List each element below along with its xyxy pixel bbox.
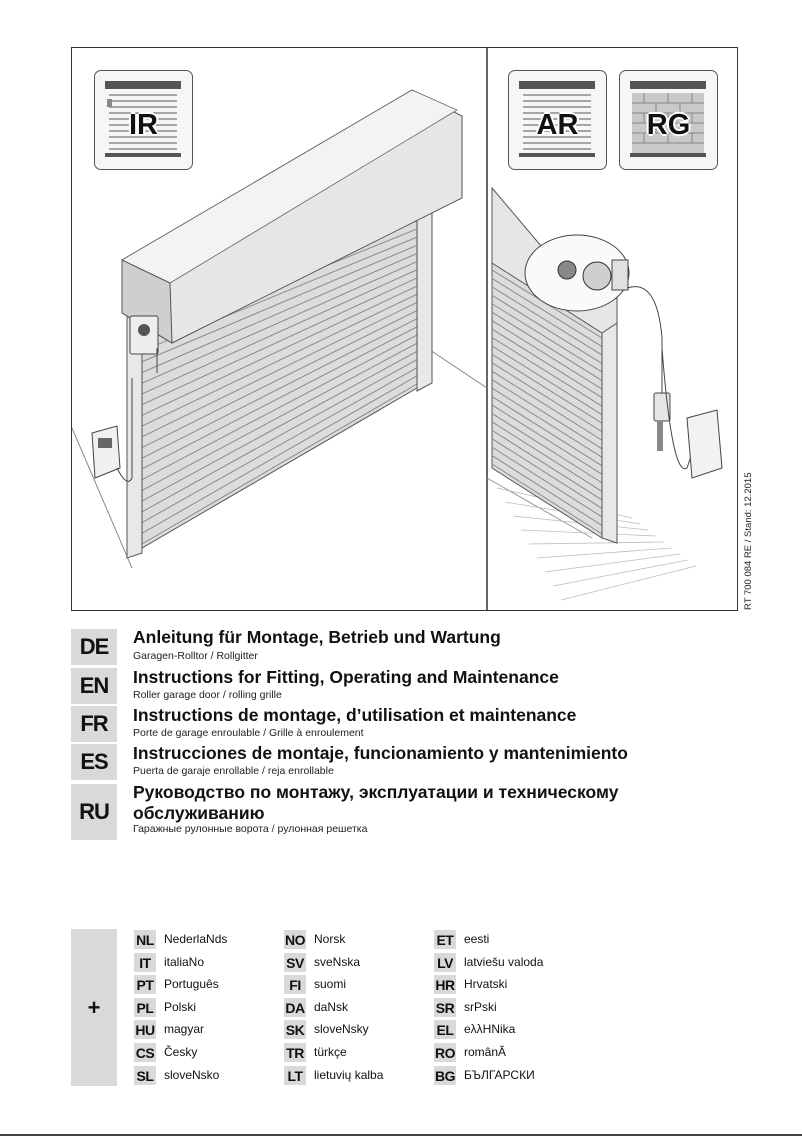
lang-code-pl: PL xyxy=(134,998,156,1017)
lang-name-nl: NederlaNds xyxy=(164,932,228,946)
lang-name-pt: Português xyxy=(164,977,219,991)
lang-name-lt: lietuvių kalba xyxy=(314,1068,384,1082)
lang-code-sv: SV xyxy=(284,953,306,972)
lang-code-sl: SL xyxy=(134,1066,156,1085)
title-es: Instrucciones de montaje, funcionamiento y mantenimiento xyxy=(133,743,628,763)
paving-line xyxy=(521,530,656,536)
lang-name-et: eesti xyxy=(464,932,490,946)
lang-code-sr: SR xyxy=(435,999,455,1016)
lang-code-lv: LV xyxy=(434,953,456,972)
lang-name-sr: srPski xyxy=(464,1000,497,1014)
illustration-frame xyxy=(71,47,738,611)
lang-name-pl: Polski xyxy=(164,1000,197,1014)
document-reference xyxy=(742,460,758,610)
lang-code-ru: RU xyxy=(71,784,117,840)
lang-code-fi: FI xyxy=(284,975,306,994)
badge-label: RG xyxy=(646,109,691,141)
title-ru-line1: Руководство по монтажу, эксплуатации и техническому xyxy=(133,782,619,802)
subtitle-ru: Гаражные рулонные ворота / рулонная решетка xyxy=(133,823,368,835)
badge-rg xyxy=(619,70,718,170)
paving-line xyxy=(537,548,672,558)
badge-ir xyxy=(94,70,193,170)
title-de: Anleitung für Montage, Betrieb und Wartung xyxy=(133,627,501,647)
badge-label: IR xyxy=(129,109,158,141)
lang-name-sv: sveNska xyxy=(314,955,361,969)
lang-name-hr: Hrvatski xyxy=(464,977,508,991)
lang-name-bg: БЪЛГАРСКИ xyxy=(464,1068,535,1082)
paving-line xyxy=(529,542,664,544)
document-reference-text: RT 700 084 RE / Stand: 12.2015 xyxy=(743,472,754,610)
lang-name-it: italiaNo xyxy=(164,955,205,969)
title-en: Instructions for Fitting, Operating and Maintenance xyxy=(133,667,559,687)
lang-name-sl: sloveNsko xyxy=(164,1068,220,1082)
lang-name-sk: sloveNsky xyxy=(314,1022,369,1036)
lang-code-da: DA xyxy=(285,999,305,1016)
subtitle-en: Roller garage door / rolling grille xyxy=(133,689,282,701)
lang-name-no: Norsk xyxy=(314,932,346,946)
lang-code-nl: NL xyxy=(134,930,156,949)
lang-code-sk: SK xyxy=(285,1021,305,1038)
subtitle-de: Garagen-Rolltor / Rollgitter xyxy=(133,650,258,662)
lang-code-de: DE xyxy=(71,629,117,665)
lang-code-ro: RO xyxy=(435,1044,455,1061)
more-languages-plus: + xyxy=(71,929,117,1086)
lang-code-en: EN xyxy=(71,668,117,704)
bottom-rule xyxy=(0,1134,802,1136)
title-ru-line2: обслуживанию xyxy=(133,803,265,823)
lang-code-lt: LT xyxy=(284,1066,306,1085)
title-fr: Instructions de montage, d’utilisation et maintenance xyxy=(133,705,577,725)
lang-code-no: NO xyxy=(285,931,305,948)
lang-name-ro: românĂ xyxy=(464,1045,507,1059)
lang-name-hu: magyar xyxy=(164,1022,205,1036)
lang-name-da: daNsk xyxy=(314,1000,349,1014)
lang-code-cs: CS xyxy=(135,1044,155,1061)
lang-code-hr: HR xyxy=(435,976,455,993)
subtitle-fr: Porte de garage enroulable / Grille à enroulement xyxy=(133,727,364,739)
badge-label: AR xyxy=(536,109,579,141)
lang-code-pt: PT xyxy=(134,975,156,994)
lang-code-tr: TR xyxy=(284,1043,306,1062)
lang-code-bg: BG xyxy=(435,1067,455,1084)
lang-name-cs: Česky xyxy=(164,1045,198,1059)
lang-name-el: eλλHNika xyxy=(464,1022,516,1036)
lang-code-es: ES xyxy=(71,744,117,780)
lang-code-it: IT xyxy=(134,953,156,972)
lang-name-tr: türkçe xyxy=(314,1045,347,1059)
lang-name-lv: latviešu valoda xyxy=(464,955,544,969)
lang-code-hu: HU xyxy=(135,1021,155,1038)
badge-ar xyxy=(508,70,607,170)
lang-name-fi: suomi xyxy=(314,977,347,991)
lang-code-el: EL xyxy=(434,1020,456,1039)
paving-line xyxy=(545,554,680,572)
subtitle-es: Puerta de garaje enrollable / reja enrollable xyxy=(133,765,334,777)
lang-code-fr: FR xyxy=(71,706,117,742)
lang-code-et: ET xyxy=(434,930,456,949)
